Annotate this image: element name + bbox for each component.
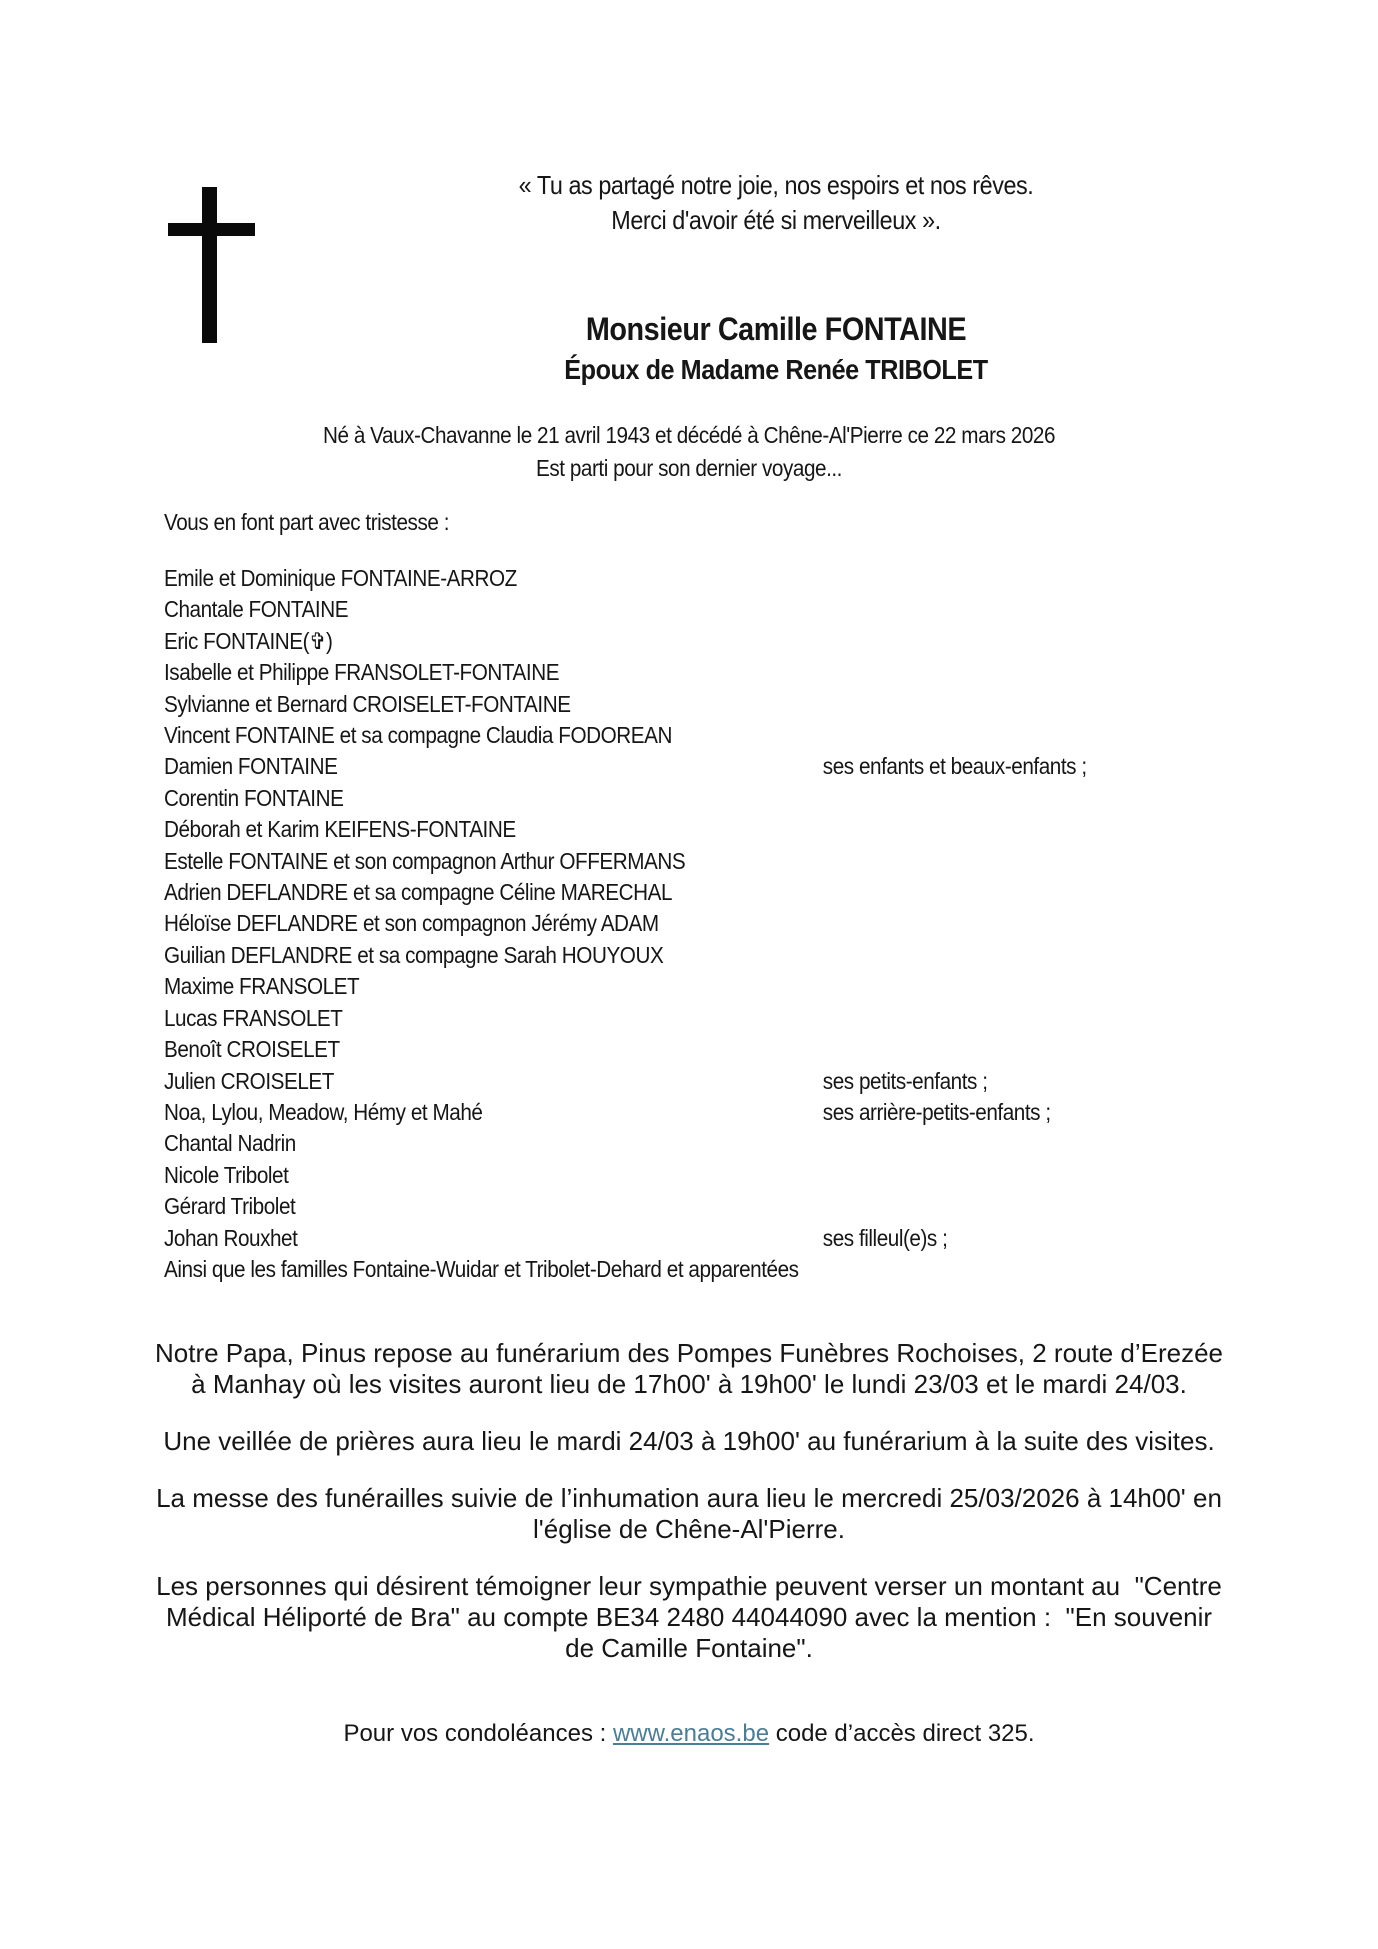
family-relation: ses petits-enfants ;	[822, 1067, 988, 1094]
announcement-intro: Vous en font part avec tristesse :	[164, 509, 450, 535]
messe-line-1: La messe des funérailles suivie de l’inhumation aura lieu le mercredi 25/03/2026 à 14h00' en	[156, 1483, 1222, 1513]
family-row	[164, 1066, 1199, 1097]
ceremony-info	[89, 1338, 1289, 1749]
family-row	[164, 689, 1199, 720]
family-name: Benoît CROISELET	[164, 1036, 340, 1063]
family-name: Chantal Nadrin	[164, 1130, 296, 1157]
family-row	[164, 751, 1199, 782]
departure-line: Est parti pour son dernier voyage...	[536, 455, 842, 481]
family-row	[164, 971, 1199, 1002]
family-name: Vincent FONTAINE et sa compagne Claudia FODOREAN	[164, 722, 672, 749]
family-relation: ses arrière-petits-enfants ;	[822, 1098, 1051, 1125]
family-row	[164, 814, 1199, 845]
family-name: Chantale FONTAINE	[164, 596, 349, 623]
family-row	[164, 877, 1199, 908]
funerarium-line-1: Notre Papa, Pinus repose au funérarium des Pompes Funèbres Rochoises, 2 route d’Erezée	[154, 1338, 1224, 1368]
family-name: Déborah et Karim KEIFENS-FONTAINE	[164, 816, 516, 843]
condolences-suffix: code d’accès direct 325.	[769, 1720, 1035, 1747]
family-name: Corentin FONTAINE	[164, 784, 344, 811]
family-row	[164, 908, 1199, 939]
funerarium-paragraph	[89, 1338, 1289, 1400]
family-row	[164, 1223, 1199, 1254]
spouse-subtitle: Époux de Madame Renée TRIBOLET	[564, 354, 988, 385]
header-block	[428, 168, 1125, 389]
family-name: Isabelle et Philippe FRANSOLET-FONTAINE	[164, 659, 560, 686]
family-row	[164, 1191, 1199, 1222]
family-name: Adrien DEFLANDRE et sa compagne Céline MARECHAL	[164, 879, 673, 906]
family-name: Guilian DEFLANDRE et sa compagne Sarah HOUYOUX	[164, 941, 664, 968]
family-row	[164, 563, 1199, 594]
family-row	[164, 1160, 1199, 1191]
family-name: Damien FONTAINE	[164, 753, 338, 780]
memorial-quote-line-1: « Tu as partagé notre joie, nos espoirs et nos rêves.	[518, 170, 1034, 200]
family-name: Emile et Dominique FONTAINE-ARROZ	[164, 565, 517, 591]
donation-line-2: Médical Héliporté de Bra" au compte BE34 2480 44044090 avec la mention : "En souvenir	[165, 1602, 1213, 1632]
deceased-name-title: Monsieur Camille FONTAINE	[585, 311, 967, 347]
family-row	[164, 1097, 1199, 1128]
condolences-prefix: Pour vos condoléances :	[343, 1720, 613, 1747]
memorial-quote-line-2: Merci d'avoir été si merveilleux ».	[611, 205, 941, 235]
family-name: Noa, Lylou, Meadow, Hémy et Mahé	[164, 1098, 483, 1125]
family-row	[164, 846, 1199, 877]
messe-line-2: l'église de Chêne-Al'Pierre.	[533, 1514, 845, 1544]
family-row	[164, 1128, 1199, 1159]
veillee-line-1: Une veillée de prières aura lieu le mardi 24/03 à 19h00' au funérarium à la suite des visites.	[163, 1426, 1215, 1456]
donation-line-1: Les personnes qui désirent témoigner leur sympathie peuvent verser un montant au "Centre	[156, 1571, 1222, 1601]
family-name: Eric FONTAINE(✞)	[164, 627, 333, 654]
family-row	[164, 940, 1199, 971]
birth-death-line: Né à Vaux-Chavanne le 21 avril 1943 et décédé à Chêne-Al'Pierre ce 22 mars 2026	[322, 422, 1056, 448]
condolences-link[interactable]: www.enaos.be	[612, 1720, 770, 1747]
family-relation: ses filleul(e)s ;	[822, 1224, 948, 1251]
veillee-paragraph	[89, 1426, 1289, 1457]
family-relation: ses enfants et beaux-enfants ;	[822, 753, 1087, 780]
family-name: Nicole Tribolet	[164, 1161, 289, 1188]
family-row	[164, 1254, 1199, 1285]
family-name: Maxime FRANSOLET	[164, 973, 360, 1000]
family-row	[164, 657, 1199, 688]
family-name: Gérard Tribolet	[164, 1193, 296, 1220]
family-name: Sylvianne et Bernard CROISELET-FONTAINE	[164, 690, 571, 717]
family-list	[164, 563, 1199, 1285]
family-name: Héloïse DEFLANDRE et son compagnon Jérémy ADAM	[164, 910, 659, 937]
family-row	[164, 594, 1199, 625]
dates-block	[69, 419, 1309, 485]
family-name: Lucas FRANSOLET	[164, 1004, 343, 1031]
funerarium-line-2: à Manhay où les visites auront lieu de 17h00' à 19h00' le lundi 23/03 et le mardi 24/03.	[191, 1369, 1187, 1399]
family-row	[164, 720, 1199, 751]
donation-line-3: de Camille Fontaine".	[565, 1633, 813, 1663]
condolences-line	[89, 1718, 1289, 1749]
family-row	[164, 1003, 1199, 1034]
cross-horizontal-bar	[168, 223, 255, 236]
cross-vertical-bar	[202, 187, 217, 343]
family-name: Johan Rouxhet	[164, 1224, 298, 1251]
family-name: Estelle FONTAINE et son compagnon Arthur OFFERMANS	[164, 847, 686, 874]
family-row	[164, 1034, 1199, 1065]
donation-paragraph	[89, 1571, 1289, 1664]
family-name: Julien CROISELET	[164, 1067, 334, 1094]
family-row	[164, 783, 1199, 814]
family-name: Ainsi que les familles Fontaine-Wuidar et Tribolet-Dehard et apparentées	[164, 1255, 799, 1282]
family-row	[164, 626, 1199, 657]
messe-paragraph	[89, 1483, 1289, 1545]
